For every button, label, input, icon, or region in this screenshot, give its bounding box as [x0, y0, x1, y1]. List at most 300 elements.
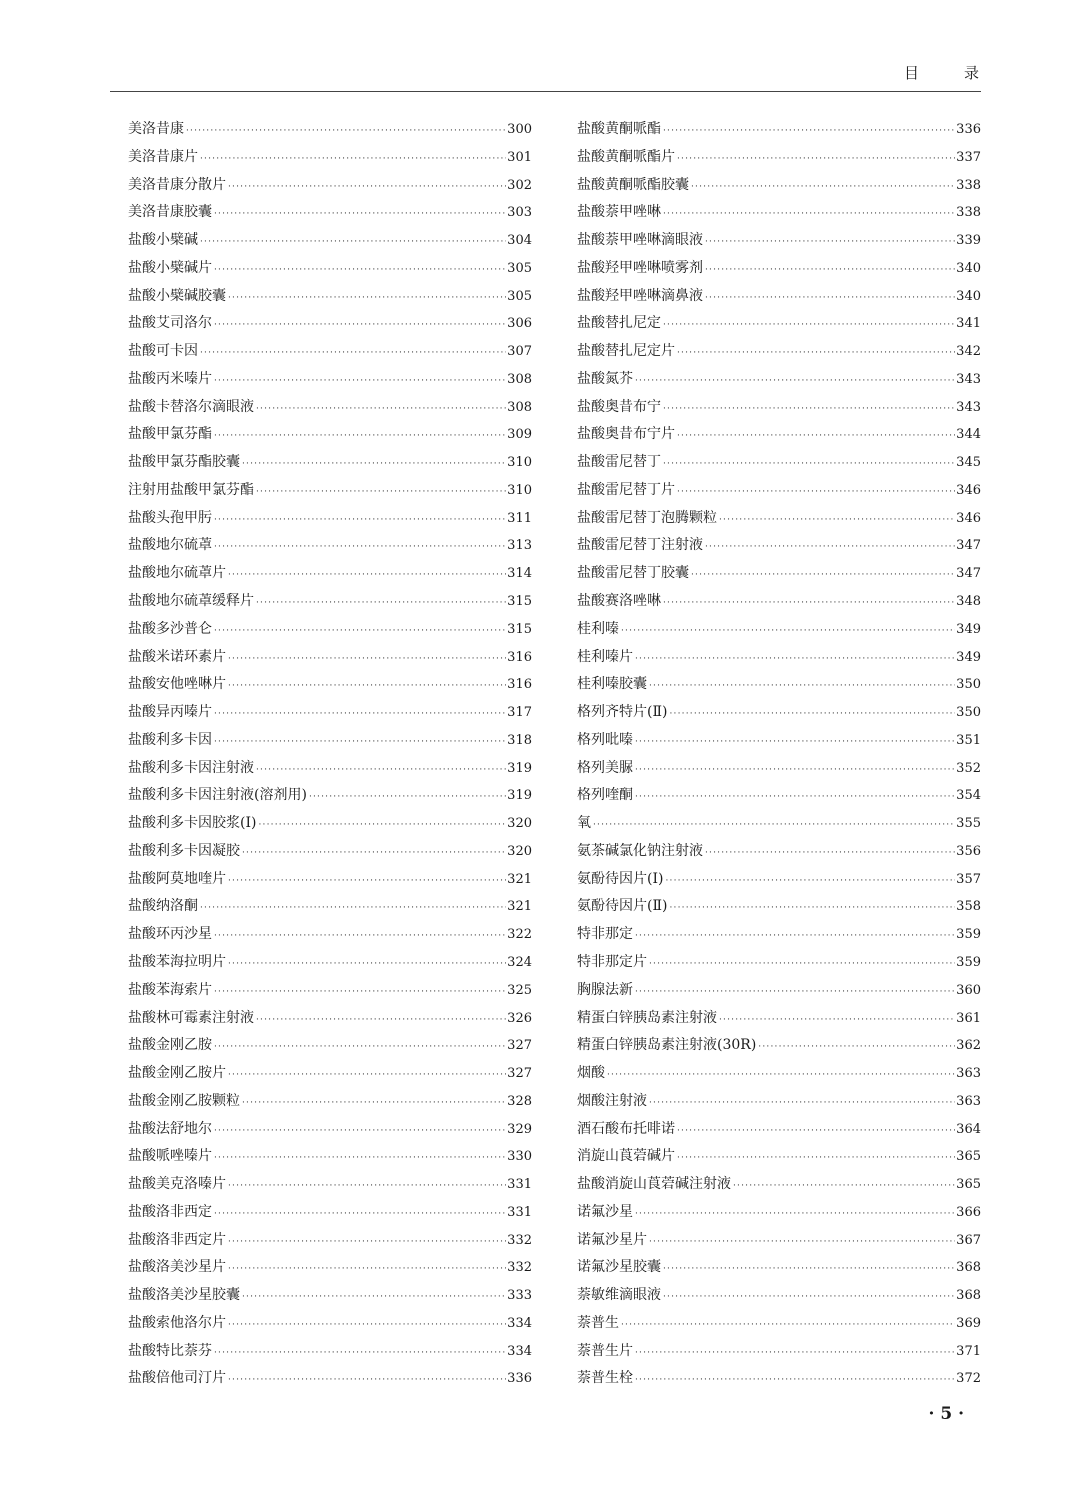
toc-entry — [577, 699, 981, 727]
toc-entry-page: 358 — [956, 899, 981, 915]
toc-dot-leader — [647, 673, 955, 701]
toc-dot-leader — [212, 923, 506, 951]
toc-entry-title: 盐酸地尔硫䓬片 — [128, 565, 226, 582]
toc-entry-page: 368 — [956, 1288, 981, 1304]
toc-dot-leader — [212, 312, 506, 340]
toc-entry — [128, 644, 532, 672]
toc-entry-page: 349 — [956, 649, 981, 665]
toc-entry-title: 萘普生栓 — [577, 1370, 633, 1387]
toc-entry-page: 341 — [956, 316, 981, 332]
toc-dot-leader — [212, 507, 506, 535]
toc-entry — [128, 1338, 532, 1366]
toc-entry-page: 350 — [956, 677, 981, 693]
toc-entry — [128, 560, 532, 588]
toc-entry-page: 340 — [956, 260, 981, 276]
toc-entry-page: 351 — [956, 732, 981, 748]
toc-entry — [128, 866, 532, 894]
toc-dot-leader — [661, 590, 955, 618]
toc-entry-page: 371 — [956, 1343, 981, 1359]
toc-dot-leader — [633, 923, 955, 951]
toc-entry — [577, 1171, 981, 1199]
toc-entry-title: 盐酸特比萘芬 — [128, 1342, 212, 1359]
toc-entry-page: 305 — [507, 288, 532, 304]
toc-entry — [577, 532, 981, 560]
toc-entry-title: 盐酸异丙嗪片 — [128, 704, 212, 721]
toc-entry-title: 盐酸地尔硫䓬缓释片 — [128, 593, 254, 610]
toc-entry-page: 343 — [956, 371, 981, 387]
toc-entry-title: 盐酸萘甲唑啉 — [577, 204, 661, 221]
toc-entry-page: 342 — [956, 344, 981, 360]
toc-entry-page: 325 — [507, 982, 532, 998]
toc-dot-leader — [240, 840, 506, 868]
toc-entry-page: 347 — [956, 538, 981, 554]
toc-entry-title: 盐酸地尔硫䓬 — [128, 537, 212, 554]
toc-entry-title: 胸腺法新 — [577, 981, 633, 998]
toc-entry-page: 302 — [507, 177, 532, 193]
toc-entry-page: 331 — [507, 1204, 532, 1220]
toc-dot-leader — [703, 840, 955, 868]
toc-entry-title: 烟酸注射液 — [577, 1092, 647, 1109]
toc-entry-page: 317 — [507, 705, 532, 721]
toc-dot-leader — [212, 1145, 506, 1173]
toc-entry-page: 321 — [507, 899, 532, 915]
toc-entry-title: 格列齐特片(Ⅱ) — [577, 704, 668, 721]
toc-dot-leader — [212, 729, 506, 757]
toc-entry-page: 361 — [956, 1010, 981, 1026]
toc-entry-page: 308 — [507, 399, 532, 415]
toc-entry-page: 332 — [507, 1260, 532, 1276]
toc-entry-title: 盐酸哌唑嗪片 — [128, 1148, 212, 1165]
toc-dot-leader — [647, 951, 955, 979]
toc-entry-title: 盐酸洛非西定 — [128, 1203, 212, 1220]
toc-entry — [577, 255, 981, 283]
toc-entry-page: 363 — [956, 1066, 981, 1082]
toc-entry — [577, 838, 981, 866]
toc-entry — [128, 1171, 532, 1199]
toc-entry-title: 盐酸可卡因 — [128, 343, 198, 360]
toc-dot-leader — [633, 784, 955, 812]
toc-entry-page: 310 — [507, 482, 532, 498]
toc-column-left — [128, 116, 532, 1393]
toc-dot-leader — [633, 1340, 955, 1368]
toc-entry-title: 盐酸法舒地尔 — [128, 1120, 212, 1137]
toc-entry-page: 369 — [956, 1315, 981, 1331]
toc-entry — [128, 838, 532, 866]
toc-dot-leader — [633, 646, 955, 674]
toc-dot-leader — [226, 1312, 506, 1340]
toc-entry-page: 328 — [507, 1093, 532, 1109]
toc-entry — [128, 921, 532, 949]
toc-entry-page: 324 — [507, 954, 532, 970]
toc-entry-title: 盐酸消旋山莨菪碱注射液 — [577, 1176, 731, 1193]
toc-dot-leader — [619, 1312, 955, 1340]
toc-entry-page: 327 — [507, 1066, 532, 1082]
toc-entry-title: 氧 — [577, 815, 591, 832]
toc-entry-page: 338 — [956, 205, 981, 221]
toc-entry — [128, 421, 532, 449]
toc-entry-title: 桂利嗪片 — [577, 648, 633, 665]
toc-entry — [128, 671, 532, 699]
toc-entry-title: 盐酸羟甲唑啉滴鼻液 — [577, 287, 703, 304]
toc-dot-leader — [226, 951, 506, 979]
toc-entry-page: 307 — [507, 344, 532, 360]
toc-dot-leader — [661, 1284, 955, 1312]
toc-entry-title: 盐酸洛非西定片 — [128, 1231, 226, 1248]
toc-entry-title: 萘普生 — [577, 1314, 619, 1331]
toc-entry-page: 367 — [956, 1232, 981, 1248]
toc-entry-title: 诺氟沙星片 — [577, 1231, 647, 1248]
page-header-title — [904, 62, 979, 83]
toc-entry — [577, 394, 981, 422]
toc-entry-title: 盐酸利多卡因凝胶 — [128, 842, 240, 859]
toc-dot-leader — [226, 673, 506, 701]
toc-entry — [128, 255, 532, 283]
toc-entry — [577, 366, 981, 394]
toc-dot-leader — [212, 534, 506, 562]
toc-entry-title: 盐酸黄酮哌酯片 — [577, 148, 675, 165]
toc-dot-leader — [226, 1367, 506, 1395]
toc-entry-title: 格列美脲 — [577, 759, 633, 776]
toc-dot-leader — [647, 1229, 955, 1257]
toc-entry — [577, 1338, 981, 1366]
toc-entry — [128, 1254, 532, 1282]
toc-dot-leader — [675, 1145, 955, 1173]
toc-dot-leader — [661, 312, 955, 340]
toc-entry-title: 萘敏维滴眼液 — [577, 1287, 661, 1304]
toc-dot-leader — [661, 396, 955, 424]
toc-entry — [577, 810, 981, 838]
toc-entry-title: 盐酸阿莫地喹片 — [128, 870, 226, 887]
toc-entry — [577, 560, 981, 588]
toc-dot-leader — [667, 701, 955, 729]
header-title-char-2: 录 — [963, 64, 979, 82]
toc-entry-page: 365 — [956, 1177, 981, 1193]
toc-dot-leader — [717, 507, 955, 535]
toc-entry-page: 368 — [956, 1260, 981, 1276]
toc-entry-page: 347 — [956, 566, 981, 582]
toc-entry — [577, 338, 981, 366]
toc-entry — [128, 810, 532, 838]
toc-entry — [128, 588, 532, 616]
toc-entry-title: 精蛋白锌胰岛素注射液(30R) — [577, 1037, 757, 1054]
toc-dot-leader — [226, 646, 506, 674]
toc-dot-leader — [212, 1340, 506, 1368]
toc-entry-title: 盐酸奥昔布宁片 — [577, 426, 675, 443]
toc-entry-title: 盐酸林可霉素注射液 — [128, 1009, 254, 1026]
toc-dot-leader — [703, 285, 955, 313]
toc-entry-title: 盐酸美克洛嗪片 — [128, 1176, 226, 1193]
toc-entry-page: 357 — [956, 871, 981, 887]
toc-dot-leader — [254, 479, 506, 507]
toc-dot-leader — [226, 1062, 506, 1090]
toc-dot-leader — [254, 1007, 506, 1035]
toc-entry-page: 366 — [956, 1204, 981, 1220]
toc-entry-title: 特非那定片 — [577, 953, 647, 970]
toc-entry-page: 363 — [956, 1093, 981, 1109]
toc-entry — [128, 1143, 532, 1171]
toc-entry-title: 盐酸安他唑啉片 — [128, 676, 226, 693]
toc-entry-page: 340 — [956, 288, 981, 304]
toc-entry-page: 327 — [507, 1038, 532, 1054]
toc-entry-title: 盐酸苯海索片 — [128, 981, 212, 998]
toc-entry-title: 盐酸利多卡因 — [128, 731, 212, 748]
toc-entry-title: 盐酸雷尼替丁 — [577, 454, 661, 471]
toc-entry — [577, 227, 981, 255]
toc-entry — [128, 394, 532, 422]
toc-entry — [577, 1088, 981, 1116]
toc-dot-leader — [647, 1090, 955, 1118]
header-divider — [110, 91, 981, 92]
toc-entry — [577, 1227, 981, 1255]
toc-dot-leader — [689, 174, 955, 202]
toc-dot-leader — [689, 562, 955, 590]
toc-entry-page: 301 — [507, 149, 532, 165]
toc-entry — [577, 921, 981, 949]
toc-entry-page: 316 — [507, 677, 532, 693]
toc-entry — [128, 1310, 532, 1338]
toc-dot-leader — [256, 812, 506, 840]
toc-entry-title: 盐酸米诺环素片 — [128, 648, 226, 665]
toc-entry-title: 精蛋白锌胰岛素注射液 — [577, 1009, 717, 1026]
toc-entry-page: 308 — [507, 371, 532, 387]
toc-entry-page: 359 — [956, 927, 981, 943]
toc-entry — [128, 144, 532, 172]
toc-entry — [577, 727, 981, 755]
toc-entry-page: 315 — [507, 621, 532, 637]
toc-entry-page: 319 — [507, 788, 532, 804]
toc-entry — [577, 644, 981, 672]
toc-dot-leader — [731, 1173, 955, 1201]
toc-dot-leader — [226, 174, 506, 202]
toc-entry-page: 333 — [507, 1288, 532, 1304]
toc-entry-page: 343 — [956, 399, 981, 415]
toc-entry-page: 364 — [956, 1121, 981, 1137]
toc-entry-title: 格列喹酮 — [577, 787, 633, 804]
toc-entry-page: 362 — [956, 1038, 981, 1054]
toc-dot-leader — [675, 423, 955, 451]
toc-dot-leader — [212, 257, 506, 285]
toc-dot-leader — [619, 618, 955, 646]
toc-entry-page: 365 — [956, 1149, 981, 1165]
toc-entry — [577, 893, 981, 921]
toc-entry-page: 316 — [507, 649, 532, 665]
toc-entry — [128, 727, 532, 755]
toc-dot-leader — [198, 229, 506, 257]
toc-dot-leader — [591, 812, 955, 840]
toc-entry-title: 盐酸小檗碱 — [128, 232, 198, 249]
toc-entry — [128, 782, 532, 810]
toc-entry-page: 360 — [956, 982, 981, 998]
toc-entry-page: 336 — [507, 1371, 532, 1387]
toc-dot-leader — [226, 868, 506, 896]
toc-entry-page: 344 — [956, 427, 981, 443]
toc-dot-leader — [675, 340, 955, 368]
toc-dot-leader — [633, 729, 955, 757]
toc-entry-title: 注射用盐酸甲氯芬酯 — [128, 481, 254, 498]
toc-dot-leader — [307, 784, 506, 812]
toc-entry-title: 盐酸替扎尼定片 — [577, 343, 675, 360]
toc-entry — [128, 532, 532, 560]
toc-entry — [128, 366, 532, 394]
toc-entry — [128, 449, 532, 477]
toc-entry-page: 313 — [507, 538, 532, 554]
toc-entry-title: 盐酸甲氯芬酯 — [128, 426, 212, 443]
toc-entry-page: 336 — [956, 122, 981, 137]
toc-entry — [128, 338, 532, 366]
toc-entry-page: 348 — [956, 594, 981, 610]
toc-entry — [577, 1116, 981, 1144]
toc-entry — [128, 893, 532, 921]
toc-dot-leader — [254, 590, 506, 618]
toc-entry-title: 盐酸洛美沙星片 — [128, 1259, 226, 1276]
toc-entry-page: 326 — [507, 1010, 532, 1026]
toc-entry-title: 盐酸萘甲唑啉滴眼液 — [577, 232, 703, 249]
toc-entry-title: 盐酸环丙沙星 — [128, 926, 212, 943]
toc-entry-title: 格列吡嗪 — [577, 731, 633, 748]
toc-dot-leader — [226, 562, 506, 590]
toc-entry-title: 盐酸金刚乙胺 — [128, 1037, 212, 1054]
toc-entry-page: 318 — [507, 732, 532, 748]
toc-entry-page: 309 — [507, 427, 532, 443]
toc-entry-page: 354 — [956, 788, 981, 804]
toc-dot-leader — [226, 1173, 506, 1201]
toc-entry-page: 332 — [507, 1232, 532, 1248]
toc-entry — [128, 227, 532, 255]
toc-entry-title: 盐酸洛美沙星胶囊 — [128, 1287, 240, 1304]
toc-dot-leader — [661, 1256, 955, 1284]
toc-dot-leader — [633, 757, 955, 785]
toc-entry — [128, 1032, 532, 1060]
toc-entry — [128, 616, 532, 644]
toc-entry — [577, 977, 981, 1005]
toc-entry — [577, 199, 981, 227]
toc-entry-title: 诺氟沙星胶囊 — [577, 1259, 661, 1276]
toc-entry-title: 美洛昔康片 — [128, 148, 198, 165]
toc-entry-page: 319 — [507, 760, 532, 776]
toc-entry-title: 盐酸小檗碱片 — [128, 259, 212, 276]
toc-entry — [128, 1060, 532, 1088]
toc-entry — [128, 1199, 532, 1227]
toc-dot-leader — [703, 229, 955, 257]
toc-entry-title: 盐酸金刚乙胺颗粒 — [128, 1092, 240, 1109]
toc-entry — [577, 671, 981, 699]
toc-entry-title: 特非那定 — [577, 926, 633, 943]
toc-entry-page: 321 — [507, 871, 532, 887]
toc-entry-page: 334 — [507, 1343, 532, 1359]
toc-entry — [577, 172, 981, 200]
toc-entry-title: 诺氟沙星 — [577, 1203, 633, 1220]
toc-dot-leader — [240, 1284, 506, 1312]
toc-dot-leader — [756, 1034, 955, 1062]
toc-dot-leader — [184, 118, 506, 146]
toc-dot-leader — [198, 895, 506, 923]
toc-entry — [577, 116, 981, 144]
toc-entry — [577, 1254, 981, 1282]
toc-entry — [577, 1365, 981, 1393]
toc-entry-page: 330 — [507, 1149, 532, 1165]
toc-entry-page: 310 — [507, 455, 532, 471]
toc-entry — [577, 755, 981, 783]
toc-entry-page: 331 — [507, 1177, 532, 1193]
toc-entry-title: 氨茶碱氯化钠注射液 — [577, 842, 703, 859]
toc-entry-page: 311 — [507, 510, 532, 526]
toc-entry — [577, 1005, 981, 1033]
toc-dot-leader — [212, 1034, 506, 1062]
toc-dot-leader — [254, 396, 506, 424]
toc-dot-leader — [240, 1090, 506, 1118]
toc-entry-title: 盐酸纳洛酮 — [128, 898, 198, 915]
toc-entry — [128, 699, 532, 727]
toc-dot-leader — [675, 479, 955, 507]
toc-entry — [577, 283, 981, 311]
toc-dot-leader — [212, 979, 506, 1007]
toc-entry-page: 303 — [507, 205, 532, 221]
toc-entry — [577, 1060, 981, 1088]
toc-dot-leader — [633, 1367, 955, 1395]
toc-entry — [128, 505, 532, 533]
toc-dot-leader — [212, 618, 506, 646]
toc-entry-page: 350 — [956, 705, 981, 721]
toc-entry-title: 美洛昔康胶囊 — [128, 204, 212, 221]
toc-entry-title: 盐酸替扎尼定 — [577, 315, 661, 332]
toc-entry-page: 345 — [956, 455, 981, 471]
toc-entry — [128, 116, 532, 144]
toc-entry — [577, 505, 981, 533]
toc-entry-title: 盐酸倍他司汀片 — [128, 1370, 226, 1387]
toc-entry-page: 322 — [507, 927, 532, 943]
toc-entry — [128, 1282, 532, 1310]
toc-entry — [577, 1143, 981, 1171]
toc-entry — [128, 949, 532, 977]
toc-entry — [128, 310, 532, 338]
toc-entry-title: 盐酸艾司洛尔 — [128, 315, 212, 332]
toc-dot-leader — [717, 1007, 955, 1035]
toc-entry — [577, 1032, 981, 1060]
toc-dot-leader — [703, 534, 955, 562]
toc-entry — [577, 616, 981, 644]
toc-dot-leader — [212, 201, 506, 229]
toc-entry-title: 盐酸头孢甲肟 — [128, 509, 212, 526]
toc-entry — [128, 1365, 532, 1393]
toc-entry — [577, 310, 981, 338]
toc-entry-title: 美洛昔康分散片 — [128, 176, 226, 193]
toc-entry-title: 萘普生片 — [577, 1342, 633, 1359]
toc-column-right — [577, 116, 981, 1393]
toc-entry — [128, 1227, 532, 1255]
toc-entry — [128, 1005, 532, 1033]
toc-dot-leader — [226, 285, 506, 313]
toc-dot-leader — [661, 201, 955, 229]
toc-dot-leader — [667, 895, 955, 923]
toc-entry-page: 339 — [956, 233, 981, 249]
toc-entry-title: 美洛昔康 — [128, 121, 184, 137]
toc-entry — [128, 1088, 532, 1116]
toc-entry — [577, 588, 981, 616]
toc-entry-page: 320 — [507, 816, 532, 832]
toc-entry-title: 桂利嗪胶囊 — [577, 676, 647, 693]
toc-entry-page: 329 — [507, 1121, 532, 1137]
toc-entry-page: 346 — [956, 510, 981, 526]
toc-dot-leader — [633, 368, 955, 396]
toc-dot-leader — [703, 257, 955, 285]
toc-entry-title: 氨酚待因片(Ⅱ) — [577, 898, 668, 915]
toc-entry-title: 消旋山莨菪碱片 — [577, 1148, 675, 1165]
toc-entry — [128, 283, 532, 311]
toc-entry — [577, 949, 981, 977]
toc-entry-title: 盐酸奥昔布宁 — [577, 398, 661, 415]
toc-entry — [128, 977, 532, 1005]
toc-dot-leader — [633, 979, 955, 1007]
